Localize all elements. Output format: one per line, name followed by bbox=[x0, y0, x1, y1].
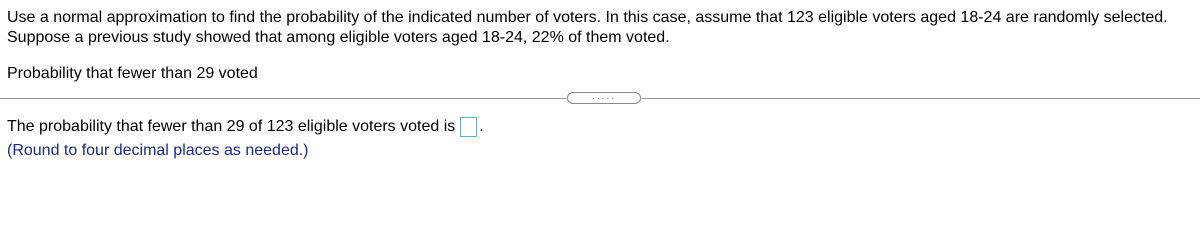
question-line-1: Use a normal approximation to find the probability of the indicated number of voters. In this case, assume that 123 eligible voters aged 18-24 are randomly selected. bbox=[7, 9, 1168, 26]
more-dots-icon: ..... bbox=[591, 92, 617, 102]
answer-input[interactable] bbox=[460, 117, 477, 137]
rounding-hint: (Round to four decimal places as needed.) bbox=[7, 142, 309, 159]
sub-prompt: Probability that fewer than 29 voted bbox=[7, 65, 258, 82]
question-text bbox=[7, 8, 1197, 48]
question-line-2: Suppose a previous study showed that among eligible voters aged 18-24, 22% of them voted. bbox=[7, 29, 670, 46]
answer-prompt: The probability that fewer than 29 of 123 eligible voters voted is bbox=[7, 118, 456, 135]
answer-line bbox=[7, 117, 484, 137]
answer-period: . bbox=[479, 118, 484, 135]
expand-button[interactable] bbox=[567, 92, 641, 104]
